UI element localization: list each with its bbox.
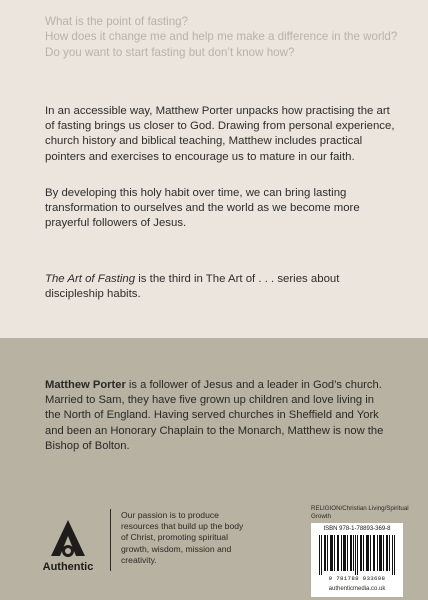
author-bio xyxy=(45,378,390,454)
question-3: Do you want to start fasting but don’t know how? xyxy=(45,45,295,59)
series-note-text: is the third in The Art of . . . series about discipleship habits. xyxy=(45,273,340,301)
author-bio-text: is a follower of Jesus and a leader in God’s church. Married to Sam, they have five grown up children and love living in the North of England. Having served churches in Sheffield and York and been an Honorary Chaplain to the Monarch, Matthew is now the Bishop of Bolton. xyxy=(45,379,384,452)
question-2: How does it change me and help me make a difference in the world? xyxy=(45,30,398,44)
publisher-name: Authentic xyxy=(42,561,94,573)
question-1: What is the point of fasting? xyxy=(45,15,189,28)
authentic-logo xyxy=(38,518,98,574)
publisher-tagline: Our passion is to produce resources that build up the body of Christ, promoting spiritual growth, wisdom, mission and creativity. xyxy=(121,510,244,565)
isbn-panel xyxy=(311,523,403,597)
author-name: Matthew Porter xyxy=(45,379,126,391)
barcode-image xyxy=(317,535,397,575)
book-category: RELIGION/Christian Living/Spiritual Growth xyxy=(311,505,409,520)
blurb-paragraph-1: In an accessible way, Matthew Porter unpacks how practising the art of fasting brings us closer to God. Drawing from personal experience, church history and biblical teaching, Matthew includes practical pointers and exercises to encourage us to mature in our faith. xyxy=(45,105,395,163)
series-note xyxy=(45,272,395,302)
isbn-label: ISBN 978-1-78893-369-8 xyxy=(323,526,391,532)
barcode-number: 9 781788 933698 xyxy=(328,575,386,582)
publisher-website: authenticmedia.co.uk xyxy=(328,586,386,592)
book-title: The Art of Fasting xyxy=(45,273,136,285)
question-list xyxy=(45,14,400,60)
barcode-block xyxy=(311,505,411,597)
logo-divider xyxy=(110,509,111,571)
blurb-paragraph-2: By developing this holy habit over time, we can bring lasting transformation to ourselves and the world as we become more prayerful followers of Jesus. xyxy=(45,187,360,230)
authentic-logo-mark xyxy=(38,518,98,574)
